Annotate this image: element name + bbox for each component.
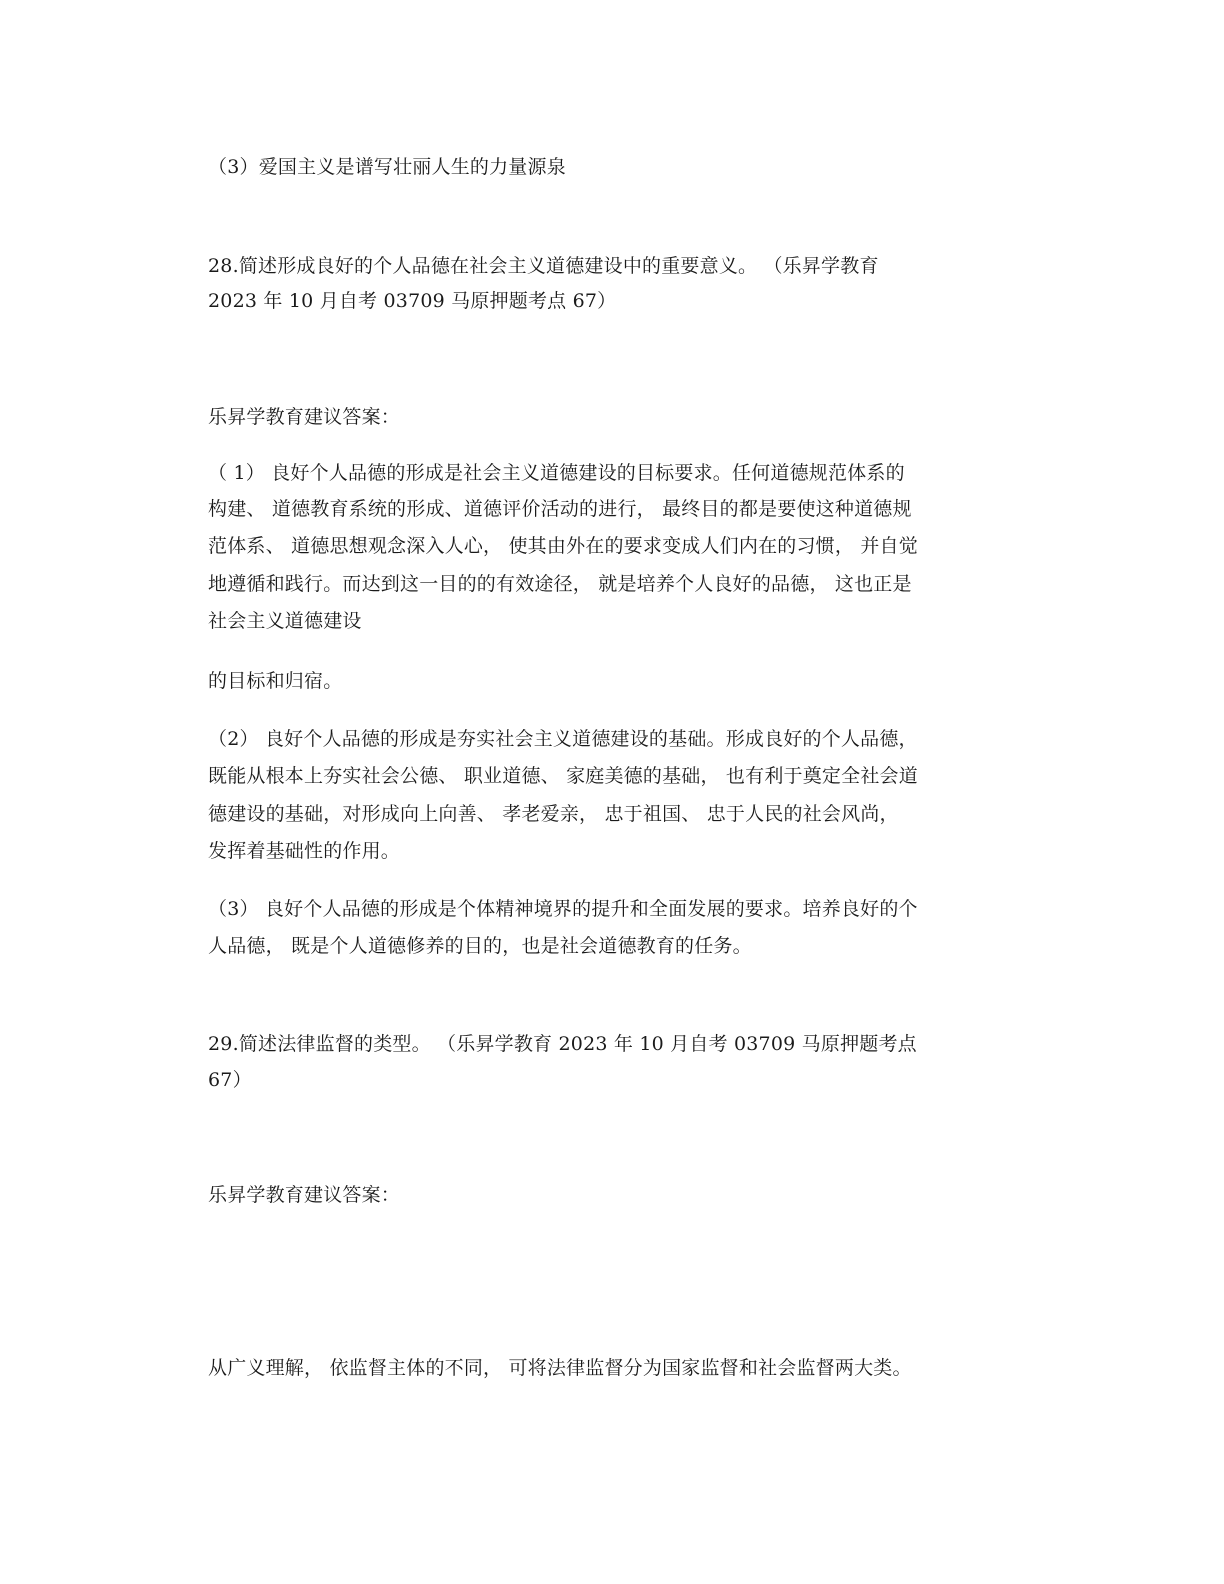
q28-answer-label: 乐昇学教育建议答案： [208, 406, 401, 428]
q28-p1-line: 地遵循和践行。而达到这一目的的有效途径， 就是培养个人良好的品德， 这也正是 [208, 573, 912, 595]
q28-p2-line: 既能从根本上夯实社会公德、 职业道德、 家庭美德的基础， 也有利于奠定全社会道 [208, 765, 918, 787]
q28-p1-line: 构建、 道德教育系统的形成、道德评价活动的进行， 最终目的都是要使这种道德规 [208, 498, 912, 520]
q28-p2-line: 德建设的基础，对形成向上向善、 孝老爱亲， 忠于祖国、 忠于人民的社会风尚， [208, 803, 899, 825]
q28-p3-line: 人品德， 既是个人道德修养的目的，也是社会道德教育的任务。 [208, 935, 752, 957]
q29-answer-label: 乐昇学教育建议答案： [208, 1184, 401, 1206]
q28-title-line-2: 2023 年 10 月自考 03709 马原押题考点 67） [208, 290, 617, 312]
prev-item-3: （3）爱国主义是谱写壮丽人生的力量源泉 [208, 156, 566, 178]
q28-p2-line: 发挥着基础性的作用。 [208, 840, 401, 862]
q28-p3-line: （3） 良好个人品德的形成是个体精神境界的提升和全面发展的要求。培养良好的个 [208, 898, 918, 920]
q28-title-line-1: 28.简述形成良好的个人品德在社会主义道德建设中的重要意义。 （乐昇学教育 [208, 255, 879, 277]
q28-p2-line: （2） 良好个人品德的形成是夯实社会主义道德建设的基础。形成良好的个人品德， [208, 728, 918, 750]
q29-title-line-1: 29.简述法律监督的类型。 （乐昇学教育 2023 年 10 月自考 03709 马原押题考点 [208, 1033, 917, 1055]
q28-p1-line: （ 1） 良好个人品德的形成是社会主义道德建设的目标要求。任何道德规范体系的 [208, 462, 905, 484]
q28-p1-line: 范体系、 道德思想观念深入人心， 使其由外在的要求变成人们内在的习惯， 并自觉 [208, 535, 918, 557]
q28-p1-continued: 的目标和归宿。 [208, 670, 343, 692]
q29-title-line-2: 67） [208, 1069, 252, 1091]
q29-p1: 从广义理解， 依监督主体的不同， 可将法律监督分为国家监督和社会监督两大类。 [208, 1357, 912, 1379]
q28-p1-line: 社会主义道德建设 [208, 610, 362, 632]
